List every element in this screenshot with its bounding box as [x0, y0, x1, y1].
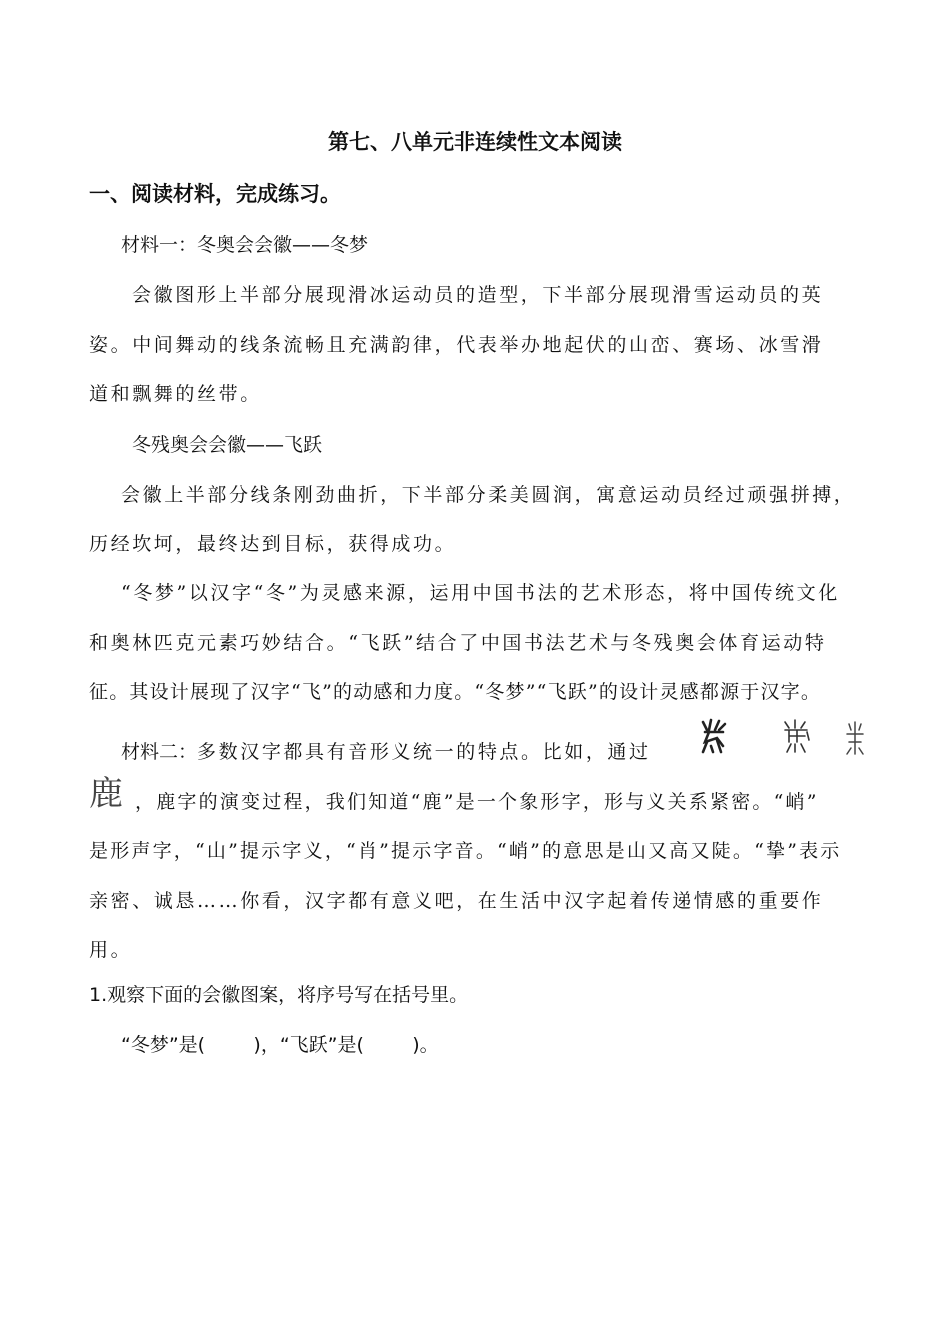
section-heading: 一、阅读材料，完成练习。 [89, 182, 341, 206]
paragraph-line: 历经坎坷，最终达到目标，获得成功。 [89, 533, 457, 555]
paragraph-line: 是形声字，“山”提示字义，“肖”提示字音。“峭”的意思是山又高又陡。“挚”表示 [89, 840, 842, 862]
material2-label: 材料二： [121, 741, 198, 763]
bronze-deer-glyph [779, 718, 813, 754]
paragraph-line: ，鹿字的演变过程，我们知道“鹿”是一个象形字，形与义关系紧密。“峭” [135, 791, 819, 813]
material1-heading: 材料一：冬奥会会徽——冬梦 [121, 234, 369, 256]
paragraph-line: 道和飘舞的丝带。 [89, 383, 262, 405]
paragraph-line: 姿。中间舞动的线条流畅且充满韵律，代表举办地起伏的山峦、赛场、冰雪滑 [89, 334, 824, 356]
paragraph-line: 会徽上半部分线条刚劲曲折，下半部分柔美圆润，寓意运动员经过顽强拼搏， [121, 484, 856, 506]
paragraph-text: 多数汉字都具有音形义统一的特点。比如，通过 [197, 741, 651, 763]
seal-deer-glyph [843, 720, 867, 756]
paragraph-line: 亲密、诚恳……你看，汉字都有意义吧，在生活中汉字起着传递情感的重要作 [89, 890, 824, 912]
answer-line[interactable]: “冬梦”是( )，“飞跃”是( )。 [121, 1034, 439, 1056]
oracle-bone-deer-glyph [697, 716, 731, 756]
regular-script-deer-glyph: 鹿 [89, 774, 123, 814]
paragraph-line: 征。其设计展现了汉字“飞”的动感和力度。“冬梦”“飞跃”的设计灵感都源于汉字。 [89, 681, 822, 703]
paragraph-line: 和奥林匹克元素巧妙结合。“飞跃”结合了中国书法艺术与冬残奥会体育运动特 [89, 632, 827, 654]
paragraph-line: 用。 [89, 939, 133, 961]
question-prompt: 1.观察下面的会徽图案，将序号写在括号里。 [89, 984, 469, 1006]
paragraph-line: “冬梦”以汉字“冬”为灵感来源，运用中国书法的艺术形态，将中国传统文化 [121, 582, 840, 604]
page-title: 第七、八单元非连续性文本阅读 [328, 130, 622, 154]
material1-heading2: 冬残奥会会徽——飞跃 [132, 434, 323, 456]
material2-line1 [121, 737, 651, 764]
paragraph-line: 会徽图形上半部分展现滑冰运动员的造型，下半部分展现滑雪运动员的英 [132, 284, 824, 306]
